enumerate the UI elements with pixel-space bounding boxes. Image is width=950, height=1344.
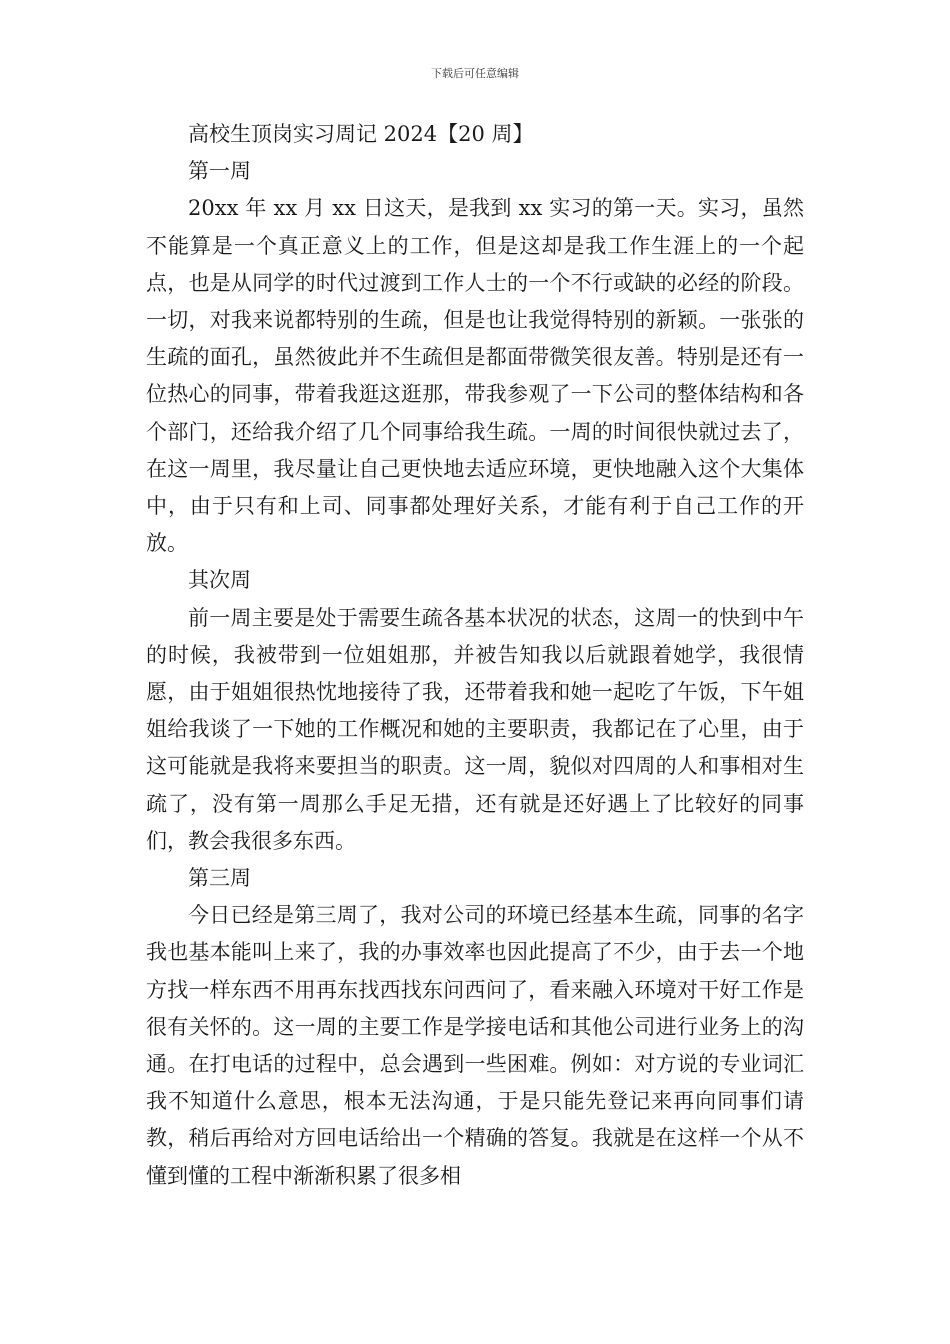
section-body-week-2: 前一周主要是处于需要生疏各基本状况的状态，这周一的快到中午的时候，我被带到一位姐姐那，并被告知我以后就跟着她学，我很情愿，由于姐姐很热忱地接待了我，还带着我和她一起吃了午饭，下午姐姐给我谈了一下她的工作概况和她的主要职责，我都记在了心里，由于这可能就是我将来要担当的职责。这一周，貌似对四周的人和事相对生疏了，没有第一周那么手足无措，还有就是还好遇上了比较好的同事们，教会我很多东西。 [146, 605, 804, 853]
section-heading-week-2: 其次周 [188, 568, 251, 593]
section-body-week-1: 20xx 年 xx 月 xx 日这天，是我到 xx 实习的第一天。实习，虽然不能算是一个真正意义上的工作，但是这却是我工作生涯上的一个起点，也是从同学的时代过渡到工作人士的一个不行或缺的必经的阶段。一切，对我来说都特别的生疏，但是也让我觉得特别的新颖。一张张的生疏的面孔，虽然彼此并不生疏但是都面带微笑很友善。特别是还有一位热心的同事，带着我逛这逛那，带我参观了一下公司的整体结构和各个部门，还给我介绍了几个同事给我生疏。一周的时间很快就过去了，在这一周里，我尽量让自己更快地去适应环境，更快地融入这个大集体中，由于只有和上司、同事都处理好关系，才能有利于自己工作的开放。 [146, 196, 804, 556]
header-note: 下载后可任意编辑 [431, 67, 519, 80]
document-title: 高校生顶岗实习周记 2024【20 周】 [188, 122, 534, 146]
section-heading-week-1: 第一周 [188, 159, 251, 184]
section-heading-week-3: 第三周 [188, 866, 251, 891]
document-body [146, 116, 804, 1195]
section-body-week-3: 今日已经是第三周了，我对公司的环境已经基本生疏，同事的名字我也基本能叫上来了，我的办事效率也因此提高了不少，由于去一个地方找一样东西不用再东找西找东问西问了，看来融入环境对干好工作是很有关怀的。这一周的主要工作是学接电话和其他公司进行业务上的沟通。在打电话的过程中，总会遇到一些困难。例如：对方说的专业词汇我不知道什么意思，根本无法沟通，于是只能先登记来再向同事们请教，稍后再给对方回电话给出一个精确的答复。我就是在这样一个从不懂到懂的工程中渐渐积累了很多相 [146, 903, 804, 1188]
